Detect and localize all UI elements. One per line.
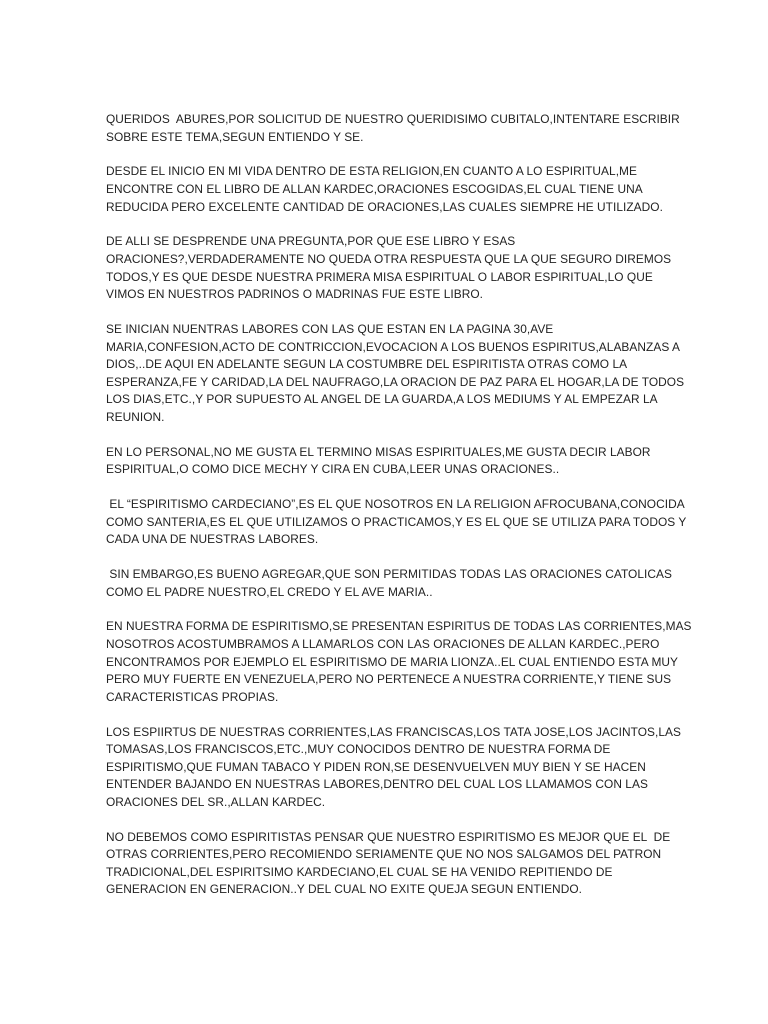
text-line: TRADICIONAL,DEL ESPIRITSIMO KARDECIANO,EL CUAL SE HA VENIDO REPITIENDO DE (106, 864, 613, 879)
paragraph-3 (106, 233, 672, 303)
text-line: TOMASAS,LOS FRANCISCOS,ETC.,MUY CONOCIDOS DENTRO DE NUESTRA FORMA DE (106, 742, 611, 757)
text-line: ENCONTRAMOS POR EJEMPLO EL ESPIRITISMO DE MARIA LIONZA..EL CUAL ENTIENDO ESTA MUY (106, 654, 679, 669)
text-line: ESPIRITISMO,QUE FUMAN TABACO Y PIDEN RON,SE DESENVUELVEN MUY BIEN Y SE HACEN (106, 759, 646, 774)
text-line: COMO SANTERIA,ES EL QUE UTILIZAMOS O PRACTICAMOS,Y ES EL QUE SE UTILIZA PARA TODOS Y (106, 514, 687, 529)
paragraph-1 (106, 111, 680, 146)
text-line: REDUCIDA PERO EXCELENTE CANTIDAD DE ORACIONES,LAS CUALES SIEMPRE HE UTILIZADO. (106, 199, 663, 214)
paragraph-4 (106, 321, 685, 427)
text-line: SIN EMBARGO,ES BUENO AGREGAR,QUE SON PERMITIDAS TODAS LAS ORACIONES CATOLICAS (106, 567, 672, 581)
text-line: NOSOTROS ACOSTUMBRAMOS A LLAMARLOS CON LAS ORACIONES DE ALLAN KARDEC.,PERO (106, 636, 660, 651)
paragraph-9 (106, 724, 681, 812)
paragraph-8 (106, 618, 692, 706)
text-line: SE INICIAN NUENTRAS LABORES CON LAS QUE ESTAN EN LA PAGINA 30,AVE (106, 321, 554, 336)
document-body (106, 111, 692, 916)
text-line: SOBRE ESTE TEMA,SEGUN ENTIENDO Y SE. (106, 129, 364, 144)
paragraph-5 (106, 444, 662, 479)
text-line: EN NUESTRA FORMA DE ESPIRITISMO,SE PRESENTAN ESPIRITUS DE TODAS LAS CORRIENTES,MAS (106, 619, 692, 634)
text-line: NO DEBEMOS COMO ESPIRITISTAS PENSAR QUE NUESTRO ESPIRITISMO ES MEJOR QUE EL DE (106, 829, 671, 844)
text-line: DESDE EL INICIO EN MI VIDA DENTRO DE ESTA RELIGION,EN CUANTO A LO ESPIRITUAL,ME (106, 164, 637, 179)
paragraph-2 (106, 163, 662, 216)
text-line: MARIA,CONFESION,ACTO DE CONTRICCION,EVOCACION A LOS BUENOS ESPIRITUS,ALABANZAS A (106, 339, 680, 354)
text-line: ENTENDER BAJANDO EN NUESTRAS LABORES,DENTRO DEL CUAL LOS LLAMAMOS CON LAS (106, 777, 648, 792)
text-line: QUERIDOS ABURES,POR SOLICITUD DE NUESTRO QUERIDISIMO CUBITALO,INTENTARE ESCRIBIR (106, 112, 680, 126)
text-line: ORACIONES DEL SR.,ALLAN KARDEC. (106, 794, 326, 809)
text-line: EL “ESPIRITISMO CARDECIANO”,ES EL QUE NOSOTROS EN LA RELIGION AFROCUBANA,CONOCIDA (106, 497, 685, 512)
text-line: TODOS,Y ES QUE DESDE NUESTRA PRIMERA MISA ESPIRITUAL O LABOR ESPIRITUAL,LO QUE (106, 269, 653, 284)
text-line: OTRAS CORRIENTES,PERO RECOMIENDO SERIAMENTE QUE NO NOS SALGAMOS DEL PATRON (106, 847, 662, 862)
text-line: PERO MUY FUERTE EN VENEZUELA,PERO NO PERTENECE A NUESTRA CORRIENTE,Y TIENE SUS (106, 672, 672, 687)
text-line: CARACTERISTICAS PROPIAS. (106, 689, 279, 704)
paragraph-7 (106, 566, 672, 601)
text-line: DIOS,..DE AQUI EN ADELANTE SEGUN LA COSTUMBRE DEL ESPIRITISTA OTRAS COMO LA (106, 357, 628, 372)
text-line: VIMOS EN NUESTROS PADRINOS O MADRINAS FUE ESTE LIBRO. (106, 287, 484, 302)
text-line: ESPIRITUAL,O COMO DICE MECHY Y CIRA EN CUBA,LEER UNAS ORACIONES.. (106, 462, 560, 477)
text-line: DE ALLI SE DESPRENDE UNA PREGUNTA,POR QUE ESE LIBRO Y ESAS (106, 234, 516, 249)
text-line: ORACIONES?,VERDADERAMENTE NO QUEDA OTRA RESPUESTA QUE LA QUE SEGURO DIREMOS (106, 251, 672, 266)
text-line: ESPERANZA,FE Y CARIDAD,LA DEL NAUFRAGO,LA ORACION DE PAZ PARA EL HOGAR,LA DE TODOS (106, 374, 685, 389)
text-line: REUNION. (106, 409, 165, 424)
text-line: COMO EL PADRE NUESTRO,EL CREDO Y EL AVE MARIA.. (106, 584, 433, 599)
text-line: LOS ESPIIRTUS DE NUESTRAS CORRIENTES,LAS FRANCISCAS,LOS TATA JOSE,LOS JACINTOS,LAS (106, 724, 681, 739)
text-line: ENCONTRE CON EL LIBRO DE ALLAN KARDEC,ORACIONES ESCOGIDAS,EL CUAL TIENE UNA (106, 181, 643, 196)
paragraph-10 (106, 829, 671, 899)
text-line: EN LO PERSONAL,NO ME GUSTA EL TERMINO MISAS ESPIRITUALES,ME GUSTA DECIR LABOR (106, 444, 651, 459)
text-line: GENERACION EN GENERACION..Y DEL CUAL NO EXITE QUEJA SEGUN ENTIENDO. (106, 882, 582, 897)
text-line: LOS DIAS,ETC.,Y POR SUPUESTO AL ANGEL DE LA GUARDA,A LOS MEDIUMS Y AL EMPEZAR LA (106, 392, 658, 407)
text-line: CADA UNA DE NUESTRAS LABORES. (106, 532, 319, 547)
paragraph-6 (106, 496, 687, 549)
